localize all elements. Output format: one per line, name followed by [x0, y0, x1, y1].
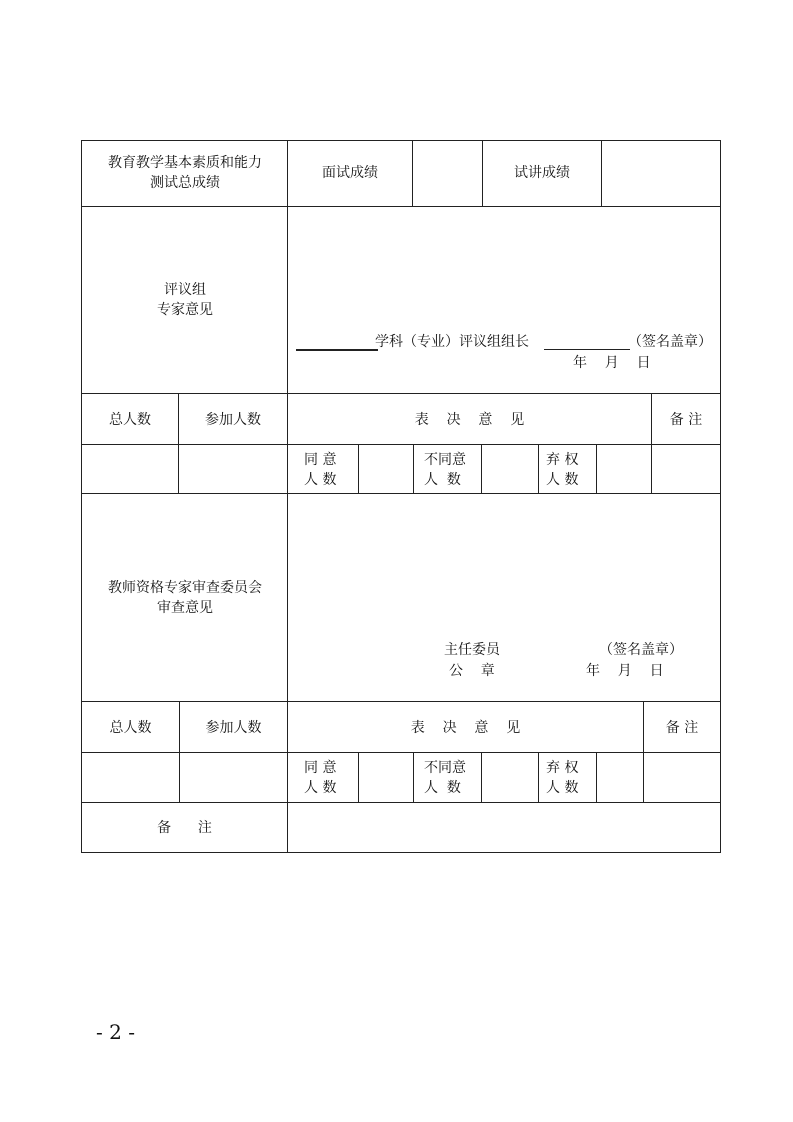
total-count-header: 总人数	[109, 720, 152, 736]
vote-opinion-header: 表 决 意 见	[414, 412, 525, 428]
col-divider	[596, 752, 597, 803]
col-divider	[481, 444, 482, 494]
col-divider	[601, 140, 602, 207]
table-border-left	[81, 140, 82, 853]
col-divider	[412, 140, 413, 207]
row-divider	[81, 393, 721, 394]
col-divider	[413, 752, 414, 803]
committee-director-label: 主任委员	[444, 642, 500, 658]
col-divider	[358, 444, 359, 494]
disagree-count-label: 不同意 人 数	[424, 452, 466, 488]
committee-date: 年 月 日	[586, 663, 664, 679]
row-divider	[81, 752, 721, 753]
total-count-header: 总人数	[109, 412, 151, 428]
table-border-right	[720, 140, 721, 853]
row-divider	[81, 802, 721, 803]
committee-seal-label: 公 章	[449, 663, 495, 679]
participants-header: 参加人数	[205, 412, 261, 428]
panel-signature-label: （签名盖章）	[628, 334, 712, 350]
agree-count-label: 同 意 人 数	[304, 452, 337, 488]
col-divider	[179, 701, 180, 803]
col-divider	[643, 701, 644, 803]
col-divider	[481, 752, 482, 803]
row-divider	[81, 444, 721, 445]
remark-header: 备 注	[669, 412, 703, 428]
panel-opinion-label: 评议组 专家意见	[157, 282, 213, 318]
disagree-count-label: 不同意 人 数	[424, 760, 466, 796]
total-score-label: 教育教学基本素质和能力 测试总成绩	[108, 155, 262, 191]
lecture-score-label: 试讲成绩	[514, 165, 570, 181]
row-divider	[81, 493, 721, 494]
vote-opinion-header: 表 决 意 见	[410, 720, 521, 736]
abstain-count-label: 弃 权 人 数	[546, 760, 579, 796]
leader-signature-line[interactable]	[544, 349, 630, 350]
abstain-count-label: 弃 权 人 数	[546, 452, 579, 488]
col-divider	[287, 140, 288, 853]
col-divider	[538, 752, 539, 803]
row-divider	[81, 701, 721, 702]
col-divider	[538, 444, 539, 494]
panel-date: 年 月 日	[573, 355, 651, 371]
row-divider	[81, 206, 721, 207]
participants-header: 参加人数	[205, 720, 262, 736]
agree-count-label: 同 意 人 数	[304, 760, 337, 796]
page-number: - 2 -	[96, 1020, 135, 1044]
col-divider	[596, 444, 597, 494]
remark-header: 备 注	[665, 720, 699, 736]
subject-blank-line[interactable]	[296, 349, 378, 351]
committee-opinion-label: 教师资格专家审查委员会 审查意见	[108, 580, 262, 616]
table-border-top	[81, 140, 721, 141]
col-divider	[482, 140, 483, 207]
col-divider	[413, 444, 414, 494]
col-divider	[178, 393, 179, 494]
col-divider	[358, 752, 359, 803]
col-divider	[651, 393, 652, 494]
table-border-bottom	[81, 852, 721, 853]
remarks-label: 备 注	[157, 820, 212, 836]
panel-leader-label: 学科（专业）评议组组长	[375, 334, 529, 350]
interview-score-label: 面试成绩	[322, 165, 378, 181]
committee-signature-label: （签名盖章）	[599, 642, 683, 658]
